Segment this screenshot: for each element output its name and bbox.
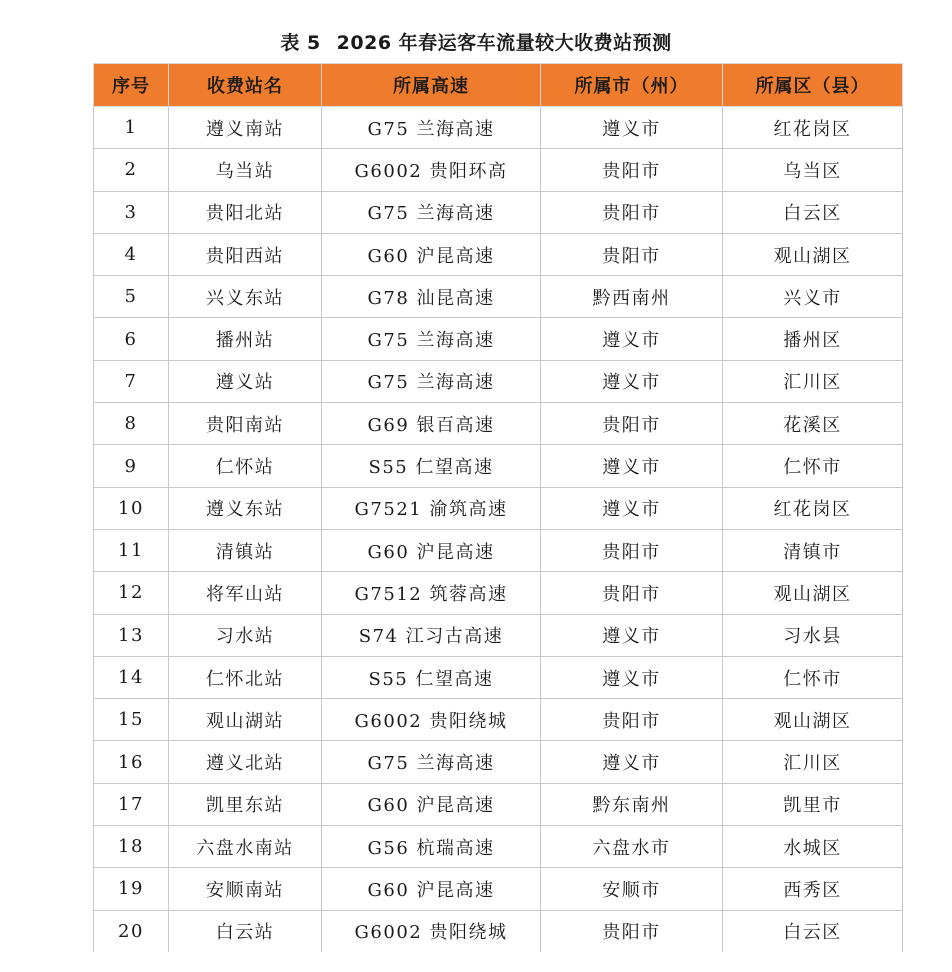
cell-station-name: 遵义南站 xyxy=(169,107,322,149)
cell-index: 15 xyxy=(94,699,169,741)
cell-city: 贵阳市 xyxy=(541,403,723,445)
cell-expressway: G75 兰海高速 xyxy=(322,360,541,402)
cell-city: 黔东南州 xyxy=(541,783,723,825)
cell-expressway: G60 沪昆高速 xyxy=(322,529,541,571)
cell-expressway: G75 兰海高速 xyxy=(322,318,541,360)
cell-index: 18 xyxy=(94,826,169,868)
cell-district: 汇川区 xyxy=(723,741,903,783)
table-body xyxy=(94,107,903,952)
cell-index: 6 xyxy=(94,318,169,360)
cell-station-name: 白云站 xyxy=(169,910,322,952)
cell-city: 遵义市 xyxy=(541,360,723,402)
table-row xyxy=(94,445,903,487)
cell-station-name: 贵阳南站 xyxy=(169,403,322,445)
cell-index: 3 xyxy=(94,191,169,233)
cell-expressway: G6002 贵阳环高 xyxy=(322,149,541,191)
table-row xyxy=(94,107,903,149)
cell-city: 贵阳市 xyxy=(541,699,723,741)
table-row xyxy=(94,276,903,318)
cell-district: 白云区 xyxy=(723,910,903,952)
cell-index: 5 xyxy=(94,276,169,318)
cell-station-name: 兴义东站 xyxy=(169,276,322,318)
header-city: 所属市（州） xyxy=(541,64,723,107)
cell-expressway: G6002 贵阳绕城 xyxy=(322,699,541,741)
cell-district: 水城区 xyxy=(723,826,903,868)
cell-station-name: 清镇站 xyxy=(169,529,322,571)
cell-district: 红花岗区 xyxy=(723,107,903,149)
cell-station-name: 贵阳北站 xyxy=(169,191,322,233)
cell-city: 遵义市 xyxy=(541,741,723,783)
header-district: 所属区（县） xyxy=(723,64,903,107)
header-expressway: 所属高速 xyxy=(322,64,541,107)
table-row xyxy=(94,360,903,402)
table-row xyxy=(94,149,903,191)
table-row xyxy=(94,699,903,741)
cell-index: 9 xyxy=(94,445,169,487)
cell-district: 仁怀市 xyxy=(723,445,903,487)
cell-index: 7 xyxy=(94,360,169,402)
cell-city: 贵阳市 xyxy=(541,149,723,191)
cell-index: 12 xyxy=(94,572,169,614)
table-caption xyxy=(0,30,952,56)
table-row xyxy=(94,403,903,445)
cell-district: 白云区 xyxy=(723,191,903,233)
cell-district: 汇川区 xyxy=(723,360,903,402)
cell-index: 13 xyxy=(94,614,169,656)
cell-station-name: 将军山站 xyxy=(169,572,322,614)
cell-city: 遵义市 xyxy=(541,445,723,487)
cell-station-name: 遵义东站 xyxy=(169,487,322,529)
cell-expressway: G7512 筑蓉高速 xyxy=(322,572,541,614)
cell-district: 观山湖区 xyxy=(723,699,903,741)
cell-index: 10 xyxy=(94,487,169,529)
cell-expressway: S55 仁望高速 xyxy=(322,656,541,698)
cell-expressway: G60 沪昆高速 xyxy=(322,783,541,825)
cell-city: 贵阳市 xyxy=(541,529,723,571)
cell-index: 20 xyxy=(94,910,169,952)
cell-city: 遵义市 xyxy=(541,487,723,529)
cell-district: 观山湖区 xyxy=(723,233,903,275)
cell-city: 安顺市 xyxy=(541,868,723,910)
cell-station-name: 习水站 xyxy=(169,614,322,656)
cell-district: 播州区 xyxy=(723,318,903,360)
cell-expressway: G75 兰海高速 xyxy=(322,741,541,783)
cell-station-name: 播州站 xyxy=(169,318,322,360)
cell-station-name: 六盘水南站 xyxy=(169,826,322,868)
table-row xyxy=(94,783,903,825)
cell-expressway: G7521 渝筑高速 xyxy=(322,487,541,529)
cell-district: 观山湖区 xyxy=(723,572,903,614)
cell-index: 2 xyxy=(94,149,169,191)
table-row xyxy=(94,487,903,529)
header-index: 序号 xyxy=(94,64,169,107)
cell-station-name: 仁怀站 xyxy=(169,445,322,487)
cell-station-name: 乌当站 xyxy=(169,149,322,191)
table-title: 2026 年春运客车流量较大收费站预测 xyxy=(336,32,672,54)
table-header-row xyxy=(94,64,903,107)
cell-city: 黔西南州 xyxy=(541,276,723,318)
cell-city: 遵义市 xyxy=(541,656,723,698)
table-row xyxy=(94,741,903,783)
cell-expressway: G6002 贵阳绕城 xyxy=(322,910,541,952)
cell-city: 遵义市 xyxy=(541,318,723,360)
cell-district: 花溪区 xyxy=(723,403,903,445)
cell-city: 贵阳市 xyxy=(541,910,723,952)
cell-city: 贵阳市 xyxy=(541,191,723,233)
table-row xyxy=(94,826,903,868)
table-row xyxy=(94,868,903,910)
table-row xyxy=(94,910,903,952)
cell-index: 16 xyxy=(94,741,169,783)
cell-station-name: 仁怀北站 xyxy=(169,656,322,698)
cell-index: 19 xyxy=(94,868,169,910)
header-station-name: 收费站名 xyxy=(169,64,322,107)
cell-expressway: G69 银百高速 xyxy=(322,403,541,445)
cell-district: 习水县 xyxy=(723,614,903,656)
cell-city: 遵义市 xyxy=(541,107,723,149)
cell-index: 11 xyxy=(94,529,169,571)
cell-city: 贵阳市 xyxy=(541,572,723,614)
cell-district: 乌当区 xyxy=(723,149,903,191)
cell-expressway: G60 沪昆高速 xyxy=(322,868,541,910)
cell-expressway: G75 兰海高速 xyxy=(322,191,541,233)
cell-expressway: S74 江习古高速 xyxy=(322,614,541,656)
cell-station-name: 遵义北站 xyxy=(169,741,322,783)
table-number: 表 5 xyxy=(280,32,321,54)
table-row xyxy=(94,572,903,614)
cell-district: 西秀区 xyxy=(723,868,903,910)
table-row xyxy=(94,191,903,233)
table-row xyxy=(94,233,903,275)
cell-district: 仁怀市 xyxy=(723,656,903,698)
cell-district: 红花岗区 xyxy=(723,487,903,529)
cell-district: 凯里市 xyxy=(723,783,903,825)
table-row xyxy=(94,656,903,698)
cell-station-name: 安顺南站 xyxy=(169,868,322,910)
table-row xyxy=(94,529,903,571)
cell-expressway: G75 兰海高速 xyxy=(322,107,541,149)
cell-station-name: 凯里东站 xyxy=(169,783,322,825)
cell-city: 遵义市 xyxy=(541,614,723,656)
toll-station-table xyxy=(93,63,903,952)
cell-index: 1 xyxy=(94,107,169,149)
cell-city: 六盘水市 xyxy=(541,826,723,868)
cell-district: 兴义市 xyxy=(723,276,903,318)
cell-index: 4 xyxy=(94,233,169,275)
cell-expressway: S55 仁望高速 xyxy=(322,445,541,487)
cell-index: 17 xyxy=(94,783,169,825)
cell-station-name: 贵阳西站 xyxy=(169,233,322,275)
cell-expressway: G56 杭瑞高速 xyxy=(322,826,541,868)
table-row xyxy=(94,318,903,360)
cell-station-name: 遵义站 xyxy=(169,360,322,402)
table-row xyxy=(94,614,903,656)
cell-district: 清镇市 xyxy=(723,529,903,571)
cell-expressway: G60 沪昆高速 xyxy=(322,233,541,275)
cell-city: 贵阳市 xyxy=(541,233,723,275)
cell-index: 8 xyxy=(94,403,169,445)
cell-station-name: 观山湖站 xyxy=(169,699,322,741)
cell-index: 14 xyxy=(94,656,169,698)
cell-expressway: G78 汕昆高速 xyxy=(322,276,541,318)
